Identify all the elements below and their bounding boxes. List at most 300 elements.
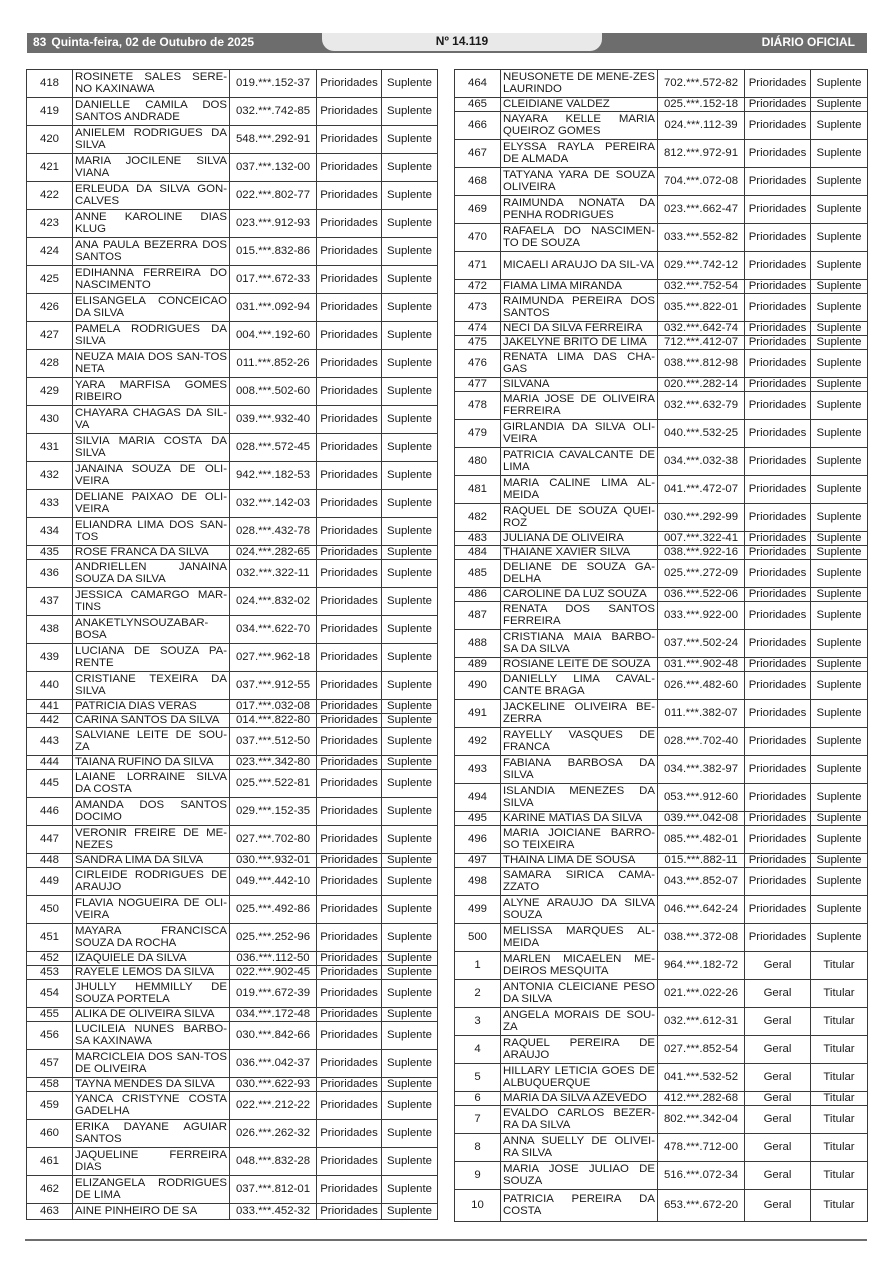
category: Prioridades <box>745 700 811 728</box>
table-row <box>455 112 868 140</box>
category: Prioridades <box>317 462 382 490</box>
status: Suplente <box>382 714 438 728</box>
cpf-masked: 048.***.832-28 <box>230 1148 317 1176</box>
table-row <box>455 630 868 658</box>
cpf-masked: 964.***.182-72 <box>658 952 745 980</box>
row-number: 460 <box>27 1120 73 1148</box>
row-number: 485 <box>455 560 501 588</box>
row-number: 470 <box>455 224 501 252</box>
table-row <box>455 784 868 812</box>
category: Prioridades <box>317 154 382 182</box>
category: Prioridades <box>317 406 382 434</box>
table-row <box>455 378 868 392</box>
cpf-masked: 025.***.492-86 <box>230 896 317 924</box>
table-row <box>27 1176 438 1204</box>
cpf-masked: 942.***.182-53 <box>230 462 317 490</box>
status: Suplente <box>382 770 438 798</box>
table-row <box>27 238 438 266</box>
table-row <box>27 1204 438 1220</box>
candidate-name: GIRLANDIA DA SILVA OLI-VEIRA <box>501 420 658 448</box>
status: Suplente <box>811 168 868 196</box>
table-row <box>455 700 868 728</box>
row-number: 478 <box>455 392 501 420</box>
candidate-name: PATRICIA DIAS VERAS <box>73 700 230 714</box>
candidate-name: CAROLINE DA LUZ SOUZA <box>501 588 658 602</box>
cpf-masked: 034.***.172-48 <box>230 1008 317 1022</box>
row-number: 8 <box>455 1134 501 1162</box>
table-row <box>27 490 438 518</box>
category: Geral <box>745 980 811 1008</box>
row-number: 447 <box>27 826 73 854</box>
category: Prioridades <box>317 924 382 952</box>
table-row <box>27 70 438 98</box>
candidate-name: NECI DA SILVA FERREIRA <box>501 322 658 336</box>
table-row <box>455 392 868 420</box>
cpf-masked: 032.***.742-85 <box>230 98 317 126</box>
candidate-name: RENATA DOS SANTOS FERREIRA <box>501 602 658 630</box>
candidate-name: TAIANA RUFINO DA SILVA <box>73 756 230 770</box>
status: Suplente <box>382 798 438 826</box>
table-row <box>455 980 868 1008</box>
status: Suplente <box>382 1204 438 1220</box>
cpf-masked: 802.***.342-04 <box>658 1106 745 1134</box>
cpf-masked: 035.***.822-01 <box>658 294 745 322</box>
table-row <box>27 1050 438 1078</box>
status: Suplente <box>382 406 438 434</box>
category: Prioridades <box>317 238 382 266</box>
table-row <box>27 616 438 644</box>
candidate-name: RAIMUNDA NONATA DA PENHA RODRIGUES <box>501 196 658 224</box>
cpf-masked: 037.***.812-01 <box>230 1176 317 1204</box>
status: Suplente <box>382 616 438 644</box>
category: Prioridades <box>745 476 811 504</box>
table-row <box>455 1106 868 1134</box>
status: Suplente <box>811 868 868 896</box>
row-number: 464 <box>455 70 501 98</box>
table-row <box>455 294 868 322</box>
table-row <box>27 294 438 322</box>
status: Suplente <box>382 378 438 406</box>
cpf-masked: 036.***.042-37 <box>230 1050 317 1078</box>
cpf-masked: 022.***.902-45 <box>230 966 317 980</box>
status: Suplente <box>811 504 868 532</box>
cpf-masked: 030.***.622-93 <box>230 1078 317 1092</box>
row-number: 6 <box>455 1092 501 1106</box>
cpf-masked: 011.***.382-07 <box>658 700 745 728</box>
candidate-name: MARLEN MICAELEN ME-DEIROS MESQUITA <box>501 952 658 980</box>
row-number: 458 <box>27 1078 73 1092</box>
cpf-masked: 041.***.532-52 <box>658 1064 745 1092</box>
table-row <box>455 140 868 168</box>
cpf-masked: 028.***.432-78 <box>230 518 317 546</box>
category: Prioridades <box>317 798 382 826</box>
status: Suplente <box>811 98 868 112</box>
cpf-masked: 033.***.922-00 <box>658 602 745 630</box>
row-number: 418 <box>27 70 73 98</box>
status: Suplente <box>382 1050 438 1078</box>
cpf-masked: 037.***.512-50 <box>230 728 317 756</box>
cpf-masked: 039.***.932-40 <box>230 406 317 434</box>
category: Prioridades <box>317 966 382 980</box>
candidate-name: ANNE KAROLINE DIAS KLUG <box>73 210 230 238</box>
status: Suplente <box>811 896 868 924</box>
row-number: 491 <box>455 700 501 728</box>
row-number: 488 <box>455 630 501 658</box>
row-number: 451 <box>27 924 73 952</box>
status: Suplente <box>382 1148 438 1176</box>
category: Prioridades <box>317 1148 382 1176</box>
cpf-masked: 017.***.032-08 <box>230 700 317 714</box>
status: Suplente <box>382 826 438 854</box>
candidate-name: DELIANE DE SOUZA GA-DELHA <box>501 560 658 588</box>
candidate-name: ALIKA DE OLIVEIRA SILVA <box>73 1008 230 1022</box>
row-number: 453 <box>27 966 73 980</box>
row-number: 423 <box>27 210 73 238</box>
issue-number: Nº 14.119 <box>435 34 489 48</box>
category: Prioridades <box>745 756 811 784</box>
table-row <box>455 728 868 756</box>
table-row <box>455 1036 868 1064</box>
status: Suplente <box>382 266 438 294</box>
cpf-masked: 017.***.672-33 <box>230 266 317 294</box>
status: Titular <box>811 1036 868 1064</box>
status: Suplente <box>382 238 438 266</box>
status: Suplente <box>382 588 438 616</box>
row-number: 489 <box>455 658 501 672</box>
category: Prioridades <box>745 868 811 896</box>
table-row <box>27 952 438 966</box>
row-number: 496 <box>455 826 501 854</box>
status: Suplente <box>382 1092 438 1120</box>
table-row <box>27 1120 438 1148</box>
cpf-masked: 021.***.022-26 <box>658 980 745 1008</box>
status: Suplente <box>811 280 868 294</box>
category: Prioridades <box>317 378 382 406</box>
cpf-masked: 031.***.902-48 <box>658 658 745 672</box>
status: Suplente <box>811 602 868 630</box>
status: Suplente <box>382 560 438 588</box>
category: Prioridades <box>317 770 382 798</box>
table-row <box>27 868 438 896</box>
cpf-masked: 702.***.572-82 <box>658 70 745 98</box>
status: Suplente <box>811 854 868 868</box>
cpf-masked: 812.***.972-91 <box>658 140 745 168</box>
cpf-masked: 028.***.572-45 <box>230 434 317 462</box>
category: Prioridades <box>745 294 811 322</box>
cpf-masked: 032.***.142-03 <box>230 490 317 518</box>
status: Suplente <box>382 518 438 546</box>
cpf-masked: 704.***.072-08 <box>658 168 745 196</box>
status: Suplente <box>811 448 868 476</box>
category: Prioridades <box>745 784 811 812</box>
cpf-masked: 033.***.452-32 <box>230 1204 317 1220</box>
row-number: 452 <box>27 952 73 966</box>
candidate-name: MICAELI ARAUJO DA SIL-VA <box>501 252 658 280</box>
category: Prioridades <box>317 490 382 518</box>
status: Titular <box>811 1092 868 1106</box>
category: Geral <box>745 1134 811 1162</box>
header-rule <box>27 51 867 53</box>
category: Prioridades <box>317 434 382 462</box>
row-number: 432 <box>27 462 73 490</box>
category: Prioridades <box>317 980 382 1008</box>
status: Suplente <box>382 490 438 518</box>
category: Prioridades <box>745 546 811 560</box>
row-number: 9 <box>455 1162 501 1190</box>
category: Prioridades <box>745 336 811 350</box>
category: Prioridades <box>317 672 382 700</box>
category: Prioridades <box>317 350 382 378</box>
category: Prioridades <box>317 1204 382 1220</box>
table-row <box>27 1022 438 1050</box>
candidate-name: KARINE MATIAS DA SILVA <box>501 812 658 826</box>
category: Geral <box>745 1092 811 1106</box>
table-row <box>27 1008 438 1022</box>
row-number: 469 <box>455 196 501 224</box>
candidate-name: MARCICLEIA DOS SAN-TOS DE OLIVEIRA <box>73 1050 230 1078</box>
candidate-name: ISLANDIA MENEZES DA SILVA <box>501 784 658 812</box>
cpf-masked: 037.***.132-00 <box>230 154 317 182</box>
status: Suplente <box>811 70 868 98</box>
table-row <box>455 70 868 98</box>
candidate-name: ALYNE ARAUJO DA SILVA SOUZA <box>501 896 658 924</box>
table-row <box>27 126 438 154</box>
row-number: 439 <box>27 644 73 672</box>
category: Prioridades <box>745 98 811 112</box>
row-number: 1 <box>455 952 501 980</box>
row-number: 5 <box>455 1064 501 1092</box>
row-number: 482 <box>455 504 501 532</box>
table-row <box>27 1078 438 1092</box>
cpf-masked: 040.***.532-25 <box>658 420 745 448</box>
row-number: 426 <box>27 294 73 322</box>
table-row <box>455 532 868 546</box>
cpf-masked: 022.***.212-22 <box>230 1092 317 1120</box>
status: Suplente <box>811 336 868 350</box>
category: Prioridades <box>745 588 811 602</box>
status: Suplente <box>811 560 868 588</box>
table-row <box>455 350 868 378</box>
status: Suplente <box>811 700 868 728</box>
category: Prioridades <box>317 518 382 546</box>
cpf-masked: 030.***.842-66 <box>230 1022 317 1050</box>
cpf-masked: 032.***.642-74 <box>658 322 745 336</box>
candidate-name: ERIKA DAYANE AGUIAR SANTOS <box>73 1120 230 1148</box>
category: Prioridades <box>317 266 382 294</box>
cpf-masked: 053.***.912-60 <box>658 784 745 812</box>
status: Suplente <box>811 826 868 854</box>
cpf-masked: 026.***.262-32 <box>230 1120 317 1148</box>
category: Geral <box>745 1162 811 1190</box>
status: Suplente <box>382 952 438 966</box>
table-row <box>27 1092 438 1120</box>
row-number: 428 <box>27 350 73 378</box>
status: Suplente <box>811 140 868 168</box>
cpf-masked: 030.***.292-99 <box>658 504 745 532</box>
candidate-name: FLAVIA NOGUEIRA DE OLI-VEIRA <box>73 896 230 924</box>
row-number: 435 <box>27 546 73 560</box>
row-number: 3 <box>455 1008 501 1036</box>
status: Suplente <box>811 112 868 140</box>
cpf-masked: 023.***.662-47 <box>658 196 745 224</box>
cpf-masked: 025.***.152-18 <box>658 98 745 112</box>
candidate-name: CARINA SANTOS DA SILVA <box>73 714 230 728</box>
row-number: 425 <box>27 266 73 294</box>
category: Prioridades <box>317 98 382 126</box>
candidate-name: DELIANE PAIXAO DE OLI-VEIRA <box>73 490 230 518</box>
row-number: 465 <box>455 98 501 112</box>
category: Prioridades <box>745 924 811 952</box>
table-row <box>27 378 438 406</box>
candidate-name: NAYARA KELLE MARIA QUEIROZ GOMES <box>501 112 658 140</box>
status: Suplente <box>382 980 438 1008</box>
cpf-masked: 025.***.522-81 <box>230 770 317 798</box>
candidate-name: ANGELA MORAIS DE SOU-ZA <box>501 1008 658 1036</box>
category: Prioridades <box>317 182 382 210</box>
cpf-masked: 025.***.272-09 <box>658 560 745 588</box>
cpf-masked: 034.***.382-97 <box>658 756 745 784</box>
category: Geral <box>745 952 811 980</box>
table-row <box>455 546 868 560</box>
row-number: 424 <box>27 238 73 266</box>
table-row <box>27 266 438 294</box>
category: Prioridades <box>317 1176 382 1204</box>
table-row <box>455 1190 868 1222</box>
candidate-name: ANIELEM RODRIGUES DA SILVA <box>73 126 230 154</box>
row-number: 422 <box>27 182 73 210</box>
row-number: 495 <box>455 812 501 826</box>
candidate-name: TATYANA YARA DE SOUZA OLIVEIRA <box>501 168 658 196</box>
status: Suplente <box>382 644 438 672</box>
cpf-masked: 548.***.292-91 <box>230 126 317 154</box>
status: Titular <box>811 1162 868 1190</box>
status: Suplente <box>382 546 438 560</box>
cpf-masked: 011.***.852-26 <box>230 350 317 378</box>
table-row <box>455 280 868 294</box>
status: Suplente <box>382 350 438 378</box>
candidate-name: NEUSONETE DE MENE-ZES LAURINDO <box>501 70 658 98</box>
candidate-name: JACKELINE OLIVEIRA BE-ZERRA <box>501 700 658 728</box>
candidate-name: SILVANA <box>501 378 658 392</box>
table-row <box>455 868 868 896</box>
category: Prioridades <box>317 546 382 560</box>
category: Prioridades <box>317 896 382 924</box>
candidate-name: DANIELLY LIMA CAVAL-CANTE BRAGA <box>501 672 658 700</box>
category: Prioridades <box>317 644 382 672</box>
row-number: 466 <box>455 112 501 140</box>
row-number: 467 <box>455 140 501 168</box>
row-number: 449 <box>27 868 73 896</box>
row-number: 455 <box>27 1008 73 1022</box>
row-number: 440 <box>27 672 73 700</box>
table-row <box>27 182 438 210</box>
row-number: 477 <box>455 378 501 392</box>
cpf-masked: 024.***.832-02 <box>230 588 317 616</box>
table-row <box>27 98 438 126</box>
cpf-masked: 034.***.622-70 <box>230 616 317 644</box>
category: Geral <box>745 1036 811 1064</box>
status: Titular <box>811 1106 868 1134</box>
table-row <box>455 588 868 602</box>
row-number: 437 <box>27 588 73 616</box>
row-number: 10 <box>455 1190 501 1222</box>
cpf-masked: 029.***.152-35 <box>230 798 317 826</box>
status: Suplente <box>811 476 868 504</box>
candidate-name: RENATA LIMA DAS CHA-GAS <box>501 350 658 378</box>
table-row <box>27 350 438 378</box>
status: Suplente <box>382 182 438 210</box>
row-number: 475 <box>455 336 501 350</box>
candidate-name: MARIA JOCILENE SILVA VIANA <box>73 154 230 182</box>
table-row <box>455 1162 868 1190</box>
status: Suplente <box>382 854 438 868</box>
status: Titular <box>811 1008 868 1036</box>
cpf-masked: 049.***.442-10 <box>230 868 317 896</box>
status: Suplente <box>811 784 868 812</box>
candidate-name: THAINA LIMA DE SOUSA <box>501 854 658 868</box>
cpf-masked: 030.***.932-01 <box>230 854 317 868</box>
publication-title: DIÁRIO OFICIAL <box>761 35 855 49</box>
table-row <box>27 826 438 854</box>
candidate-name: MELISSA MARQUES AL-MEIDA <box>501 924 658 952</box>
cpf-masked: 028.***.702-40 <box>658 728 745 756</box>
category: Prioridades <box>317 1092 382 1120</box>
candidate-name: AMANDA DOS SANTOS DOCIMO <box>73 798 230 826</box>
cpf-masked: 023.***.342-80 <box>230 756 317 770</box>
category: Prioridades <box>745 280 811 294</box>
table-row <box>455 476 868 504</box>
table-row <box>27 210 438 238</box>
candidate-name: LUCILEIA NUNES BARBO-SA KAXINAWA <box>73 1022 230 1050</box>
cpf-masked: 008.***.502-60 <box>230 378 317 406</box>
candidate-name: ELISANGELA CONCEICAO DA SILVA <box>73 294 230 322</box>
cpf-masked: 024.***.282-65 <box>230 546 317 560</box>
candidate-name: SILVIA MARIA COSTA DA SILVA <box>73 434 230 462</box>
cpf-masked: 036.***.112-50 <box>230 952 317 966</box>
table-row <box>455 420 868 448</box>
row-number: 493 <box>455 756 501 784</box>
cpf-masked: 027.***.962-18 <box>230 644 317 672</box>
candidate-name: SANDRA LIMA DA SILVA <box>73 854 230 868</box>
category: Prioridades <box>745 504 811 532</box>
category: Prioridades <box>745 630 811 658</box>
cpf-masked: 007.***.322-41 <box>658 532 745 546</box>
category: Prioridades <box>317 70 382 98</box>
candidate-name: PAMELA RODRIGUES DA SILVA <box>73 322 230 350</box>
table-row <box>455 224 868 252</box>
status: Titular <box>811 1190 868 1222</box>
row-number: 444 <box>27 756 73 770</box>
row-number: 436 <box>27 560 73 588</box>
candidate-name: LUCIANA DE SOUZA PA-RENTE <box>73 644 230 672</box>
table-row <box>27 588 438 616</box>
candidate-name: AINE PINHEIRO DE SA <box>73 1204 230 1220</box>
status: Titular <box>811 1064 868 1092</box>
candidate-name: PATRICIA CAVALCANTE DE LIMA <box>501 448 658 476</box>
table-row <box>455 168 868 196</box>
category: Prioridades <box>745 728 811 756</box>
status: Suplente <box>811 294 868 322</box>
status: Suplente <box>382 462 438 490</box>
cpf-masked: 032.***.322-11 <box>230 560 317 588</box>
row-number: 456 <box>27 1022 73 1050</box>
publication-date: Quinta-feira, 02 de Outubro de 2025 <box>51 35 255 49</box>
row-number: 473 <box>455 294 501 322</box>
candidate-name: HILLARY LETICIA GOES DE ALBUQUERQUE <box>501 1064 658 1092</box>
candidate-name: THAIANE XAVIER SILVA <box>501 546 658 560</box>
cpf-masked: 024.***.112-39 <box>658 112 745 140</box>
candidate-name: JHULLY HEMMILLY DE SOUZA PORTELA <box>73 980 230 1008</box>
